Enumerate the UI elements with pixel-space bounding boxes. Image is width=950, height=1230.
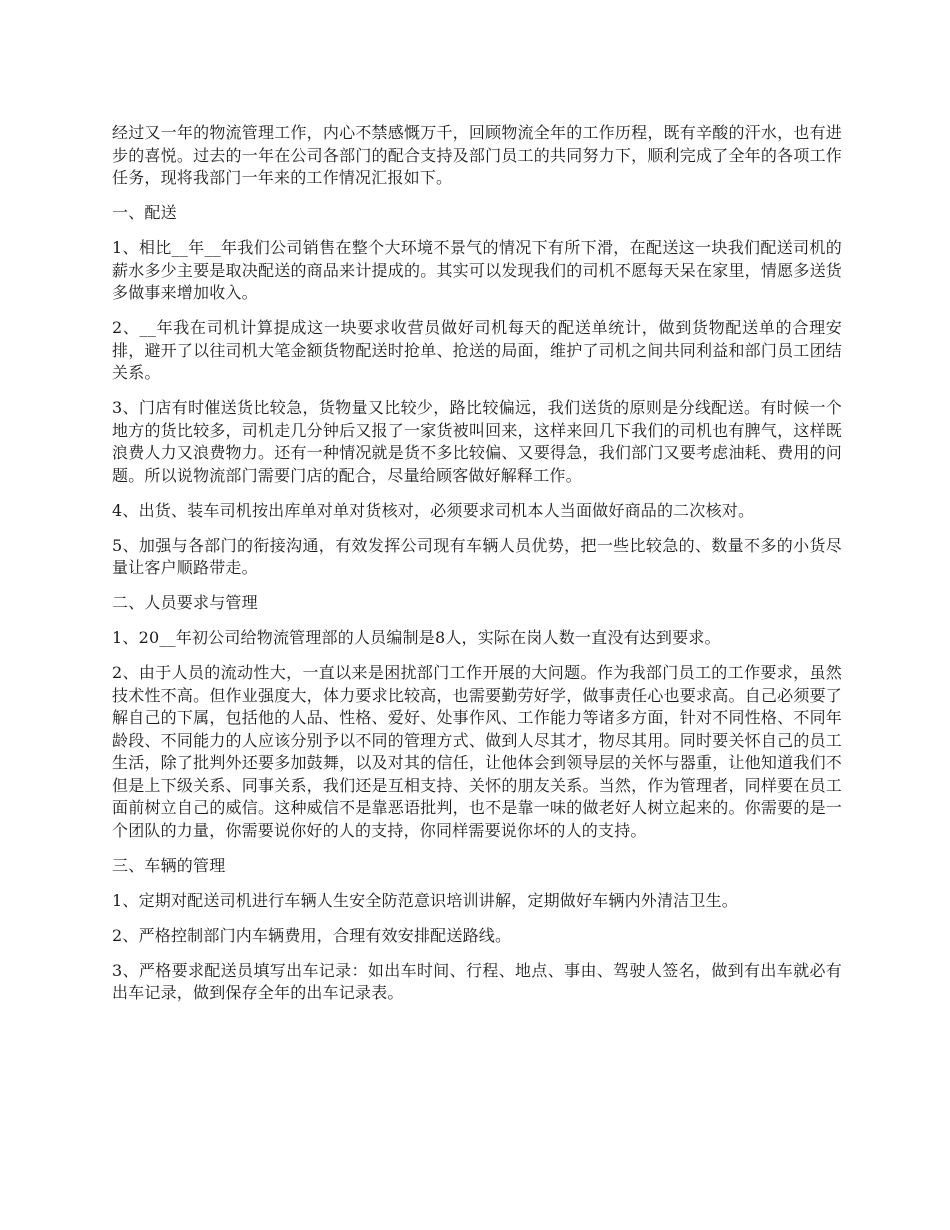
delivery-item-5: 5、加强与各部门的衔接沟通，有效发挥公司现有车辆人员优势，把一些比较急的、数量不多的小货尽量让客户顺路带走。: [112, 535, 842, 577]
vehicles-item-2: 2、严格控制部门内车辆费用，合理有效安排配送路线。: [112, 925, 512, 945]
document-body: [112, 122, 842, 1017]
delivery-item-3: 3、门店有时催送货比较急，货物量又比较少，路比较偏远，我们送货的原则是分线配送。有时候一个地方的货比较多，司机走几分钟后又报了一家货被叫回来，这样来回几下我们的司机也有脾气，这样既浪费人力又浪费物力。还有一种情况就是货不多比较偏、又要得急，我们部门又要考虑油耗、费用的问题。所以说物流部门需要门店的配合，尽量给顾客做好解释工作。: [112, 398, 842, 485]
section-heading-delivery: 一、配送: [112, 203, 177, 222]
section-heading-staff: 二、人员要求与管理: [112, 593, 258, 612]
delivery-item-1: 1、相比__年__年我们公司销售在整个大环境不景气的情况下有所下滑，在配送这一块我们配送司机的薪水多少主要是取决配送的商品来计提成的。其实可以发现我们的司机不愿每天呆在家里，情愿多送货多做事来增加收入。: [112, 238, 842, 302]
section-heading-vehicles: 三、车辆的管理: [112, 855, 226, 875]
staff-item-1: 1、20__年初公司给物流管理部的人员编制是8人，实际在岗人数一直没有达到要求。: [112, 628, 721, 647]
vehicles-item-3: 3、严格要求配送员填写出车记录：如出车时间、行程、地点、事由、驾驶人签名，做到有出车就必有出车记录，做到保存全年的出车记录表。: [112, 960, 842, 1002]
delivery-item-4: 4、出货、装车司机按出库单对单对货核对，必须要求司机本人当面做好商品的二次核对。: [112, 500, 755, 520]
staff-item-2: 2、由于人员的流动性大，一直以来是困扰部门工作开展的大问题。作为我部门员工的工作要求，虽然技术性不高。但作业强度大，体力要求比较高，也需要勤劳好学，做事责任心也要求高。自己必须要了解自己的下属，包括他的人品、性格、爱好、处事作风、工作能力等诸多方面，针对不同性格、不同年龄段、不同能力的人应该分别予以不同的管理方式、做到人尽其才，物尽其用。同时要关怀自己的员工生活，除了批判外还要多加鼓舞，以及对其的信任，让他体会到领导层的关怀与器重，让他知道我们不但是上下级关系、同事关系，我们还是互相支持、关怀的朋友关系。当然，作为管理者，同样要在员工面前树立自己的威信。这种威信不是靠恶语批判，也不是靠一味的做老好人树立起来的。你需要的是一个团队的力量，你需要说你好的人的支持，你同样需要说你坏的人的支持。: [112, 663, 842, 840]
intro-paragraph: 经过又一年的物流管理工作，内心不禁感慨万千，回顾物流全年的工作历程，既有辛酸的汗水，也有进步的喜悦。过去的一年在公司各部门的配合支持及部门员工的共同努力下，顺利完成了全年的各项工作任务，现将我部门一年来的工作情况汇报如下。: [112, 123, 842, 187]
vehicles-item-1: 1、定期对配送司机进行车辆人生安全防范意识培训讲解，定期做好车辆内外清洁卫生。: [112, 890, 738, 910]
delivery-item-2: 2、__年我在司机计算提成这一块要求收营员做好司机每天的配送单统计，做到货物配送单的合理安排，避开了以往司机大笔金额货物配送时抢单、抢送的局面，维护了司机之间共同利益和部门员工团结关系。: [112, 318, 842, 382]
